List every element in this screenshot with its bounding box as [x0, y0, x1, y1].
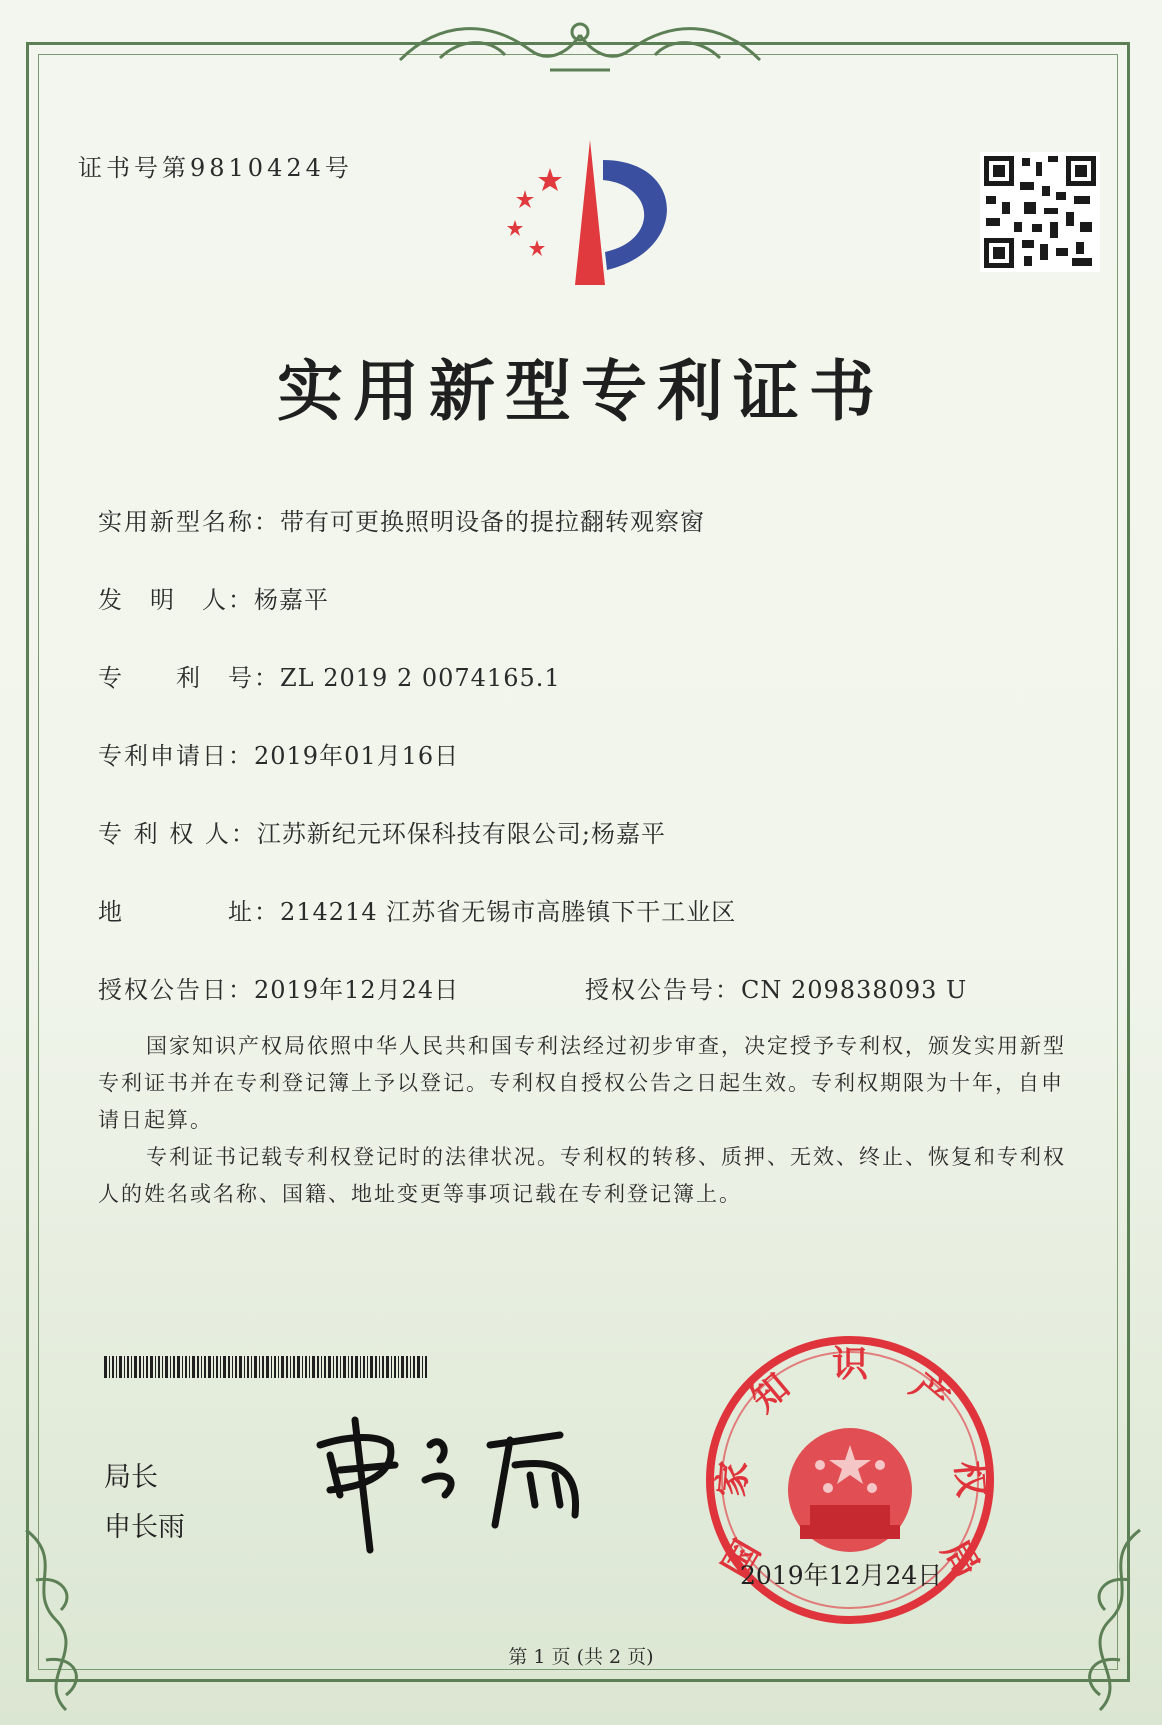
field-label: 授权公告号：: [585, 976, 741, 1004]
field-value: 214214 江苏省无锡市高塍镇下干工业区: [280, 898, 737, 926]
svg-text:国: 国: [715, 1533, 769, 1586]
grant-notice: [98, 1028, 1068, 1213]
field-label: 专 利 号：: [98, 664, 280, 692]
svg-text:知: 知: [743, 1365, 798, 1421]
field-address: [98, 892, 736, 927]
field-value: 江苏新纪元环保科技有限公司;杨嘉平: [256, 820, 666, 848]
field-value: 带有可更换照明设备的提拉翻转观察窗: [280, 508, 705, 536]
page-title: 实用新型专利证书: [277, 353, 885, 430]
seal-date: 2019年12月24日: [740, 1561, 943, 1590]
field-label: 实用新型名称：: [98, 508, 280, 536]
top-ornament-icon: [380, 10, 780, 76]
field-patent-number: [98, 658, 561, 693]
notice-paragraph-2: 专利证书记载专利权登记时的法律状况。专利权的转移、质押、无效、终止、恢复和专利权人的姓名或名称、国籍、地址变更等事项记载在专利登记簿上。: [98, 1145, 1066, 1206]
field-label: 专 利 权 人：: [98, 820, 257, 848]
field-label: 地 址：: [98, 898, 280, 926]
barcode-icon: [104, 1356, 430, 1378]
field-utility-model-name: [98, 502, 705, 537]
field-value: 2019年01月16日: [254, 742, 460, 770]
bottom-right-ornament-icon: [1050, 1520, 1160, 1720]
svg-text:权: 权: [947, 1459, 992, 1499]
svg-text:家: 家: [711, 1459, 756, 1499]
svg-text:局: 局: [933, 1533, 987, 1586]
field-value: CN 209838093 U: [741, 976, 968, 1004]
officer-name: 申长雨: [104, 1512, 185, 1543]
field-grant-announcement-date: [98, 970, 459, 1005]
cnipa-logo: [495, 140, 695, 290]
officer-title: 局长: [104, 1462, 158, 1493]
field-value: 2019年12月24日: [254, 976, 460, 1004]
field-value: 杨嘉平: [254, 586, 329, 614]
page-number: 第 1 页 (共 2 页): [508, 1646, 654, 1668]
field-label: 发 明 人：: [98, 586, 254, 614]
field-label: 授权公告日：: [98, 976, 254, 1004]
field-application-date: [98, 736, 459, 771]
signature-icon: [310, 1405, 610, 1555]
qr-code-icon: [980, 152, 1100, 272]
bottom-left-ornament-icon: [6, 1520, 116, 1720]
field-patentee: [98, 814, 666, 849]
field-grant-announcement-number: [585, 970, 967, 1005]
field-inventor: [98, 580, 329, 615]
svg-text:识: 识: [831, 1344, 869, 1385]
notice-paragraph-1: 国家知识产权局依照中华人民共和国专利法经过初步审查，决定授予专利权，颁发实用新型专利证书并在专利登记簿上予以登记。专利权自授权公告之日起生效。专利权期限为十年，自申请日起算。: [98, 1034, 1066, 1132]
certificate-number: 证书号第9810424号: [78, 154, 353, 182]
field-label: 专利申请日：: [98, 742, 254, 770]
svg-text:产: 产: [902, 1365, 957, 1421]
field-value: ZL 2019 2 0074165.1: [280, 664, 561, 692]
